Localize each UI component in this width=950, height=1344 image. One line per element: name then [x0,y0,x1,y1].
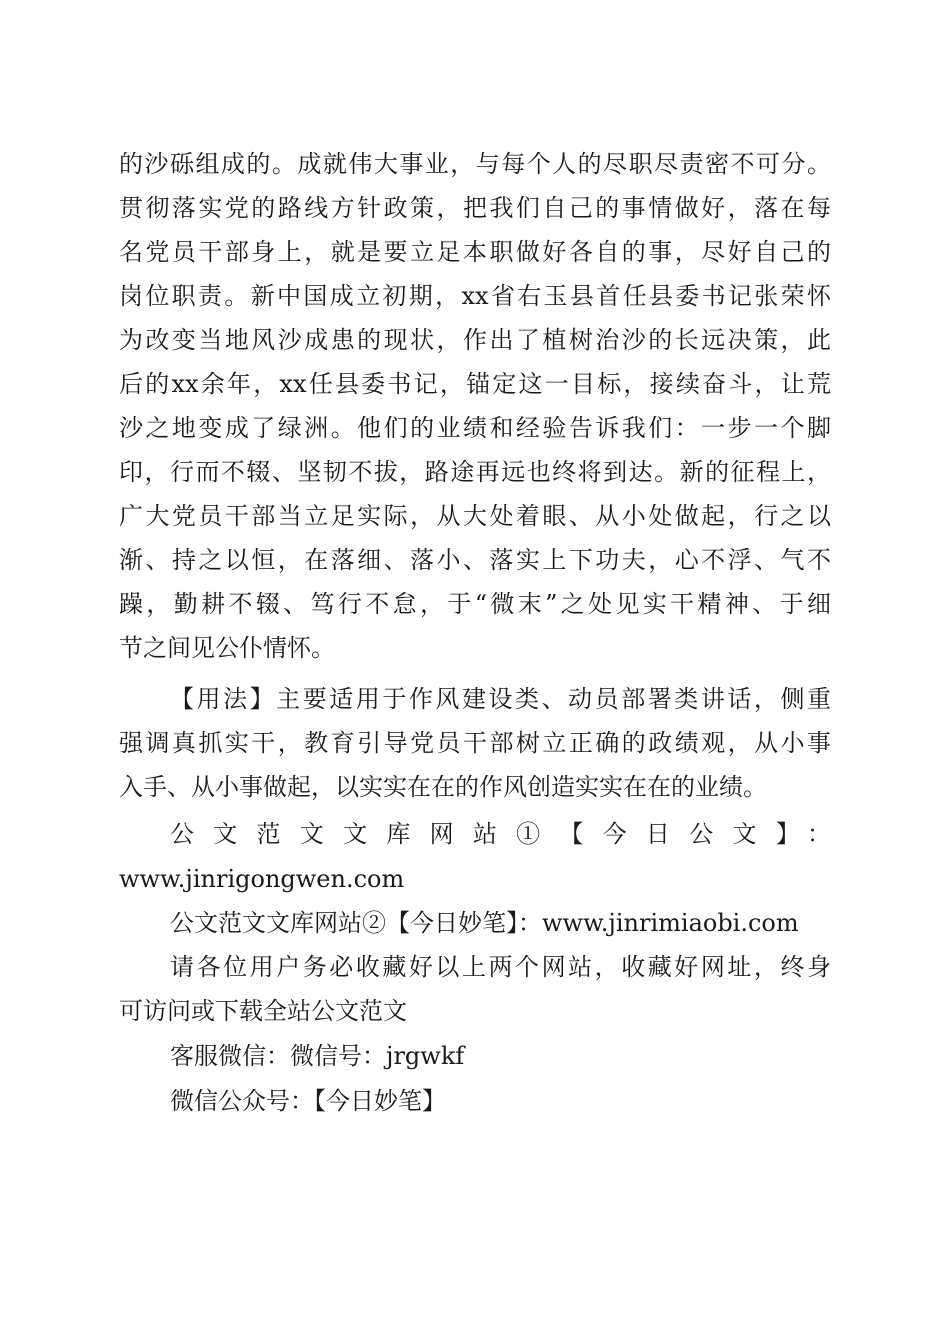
body-line-4: 岗位职责。新中国成立初期，xx省右玉县首任县委书记张荣怀 [119,282,831,310]
usage-line-2: 强调真抓实干，教育引导党员干部树立正确的政绩观，从小事 [119,729,831,757]
body-line-5: 为改变当地风沙成患的现状，作出了植树治沙的长远决策，此 [119,326,831,354]
site-two-line: 公文范文文库网站②【今日妙笔】：www.jinrimiaobi.com [170,909,799,937]
official-account: 微信公众号：【今日妙笔】 [170,1087,446,1115]
body-line-1: 的沙砾组成的。成就伟大事业，与每个人的尽职尽责密不可分。 [119,150,831,178]
body-line-10: 渐、持之以恒，在落细、落小、落实上下功夫，心不浮、气不 [119,546,831,574]
service-wechat: 客服微信：微信号：jrgwkf [170,1042,465,1070]
notice-line-1: 请各位用户务必收藏好以上两个网站，收藏好网址，终身 [170,953,831,981]
body-line-9: 广大党员干部当立足实际，从大处着眼、从小处做起，行之以 [119,502,831,530]
usage-line-3: 入手、从小事做起，以实实在在的作风创造实实在在的业绩。 [119,773,767,801]
site-one-label: 公文范文文库网站①【今日公文】： [170,820,831,848]
body-line-3: 名党员干部身上，就是要立足本职做好各自的事，尽好自己的 [119,238,831,266]
body-line-11: 躁，勤耕不辍、笃行不怠，于“微末”之处见实干精神、于细 [119,590,831,618]
body-line-2: 贯彻落实党的路线方针政策，把我们自己的事情做好，落在每 [119,194,831,222]
notice-line-2: 可访问或下载全站公文范文 [119,997,407,1025]
body-line-6: 后的xx余年，xx任县委书记，锚定这一目标，接续奋斗，让荒 [119,370,831,398]
site-one-url: www.jinrigongwen.com [119,865,405,893]
body-line-7: 沙之地变成了绿洲。他们的业绩和经验告诉我们：一步一个脚 [119,414,831,442]
usage-line-1: 【用法】主要适用于作风建设类、动员部署类讲话，侧重 [170,685,831,713]
body-line-12: 节之间见公仆情怀。 [119,634,335,662]
body-line-8: 印，行而不辍、坚韧不拔，路途再远也终将到达。新的征程上， [119,458,831,486]
